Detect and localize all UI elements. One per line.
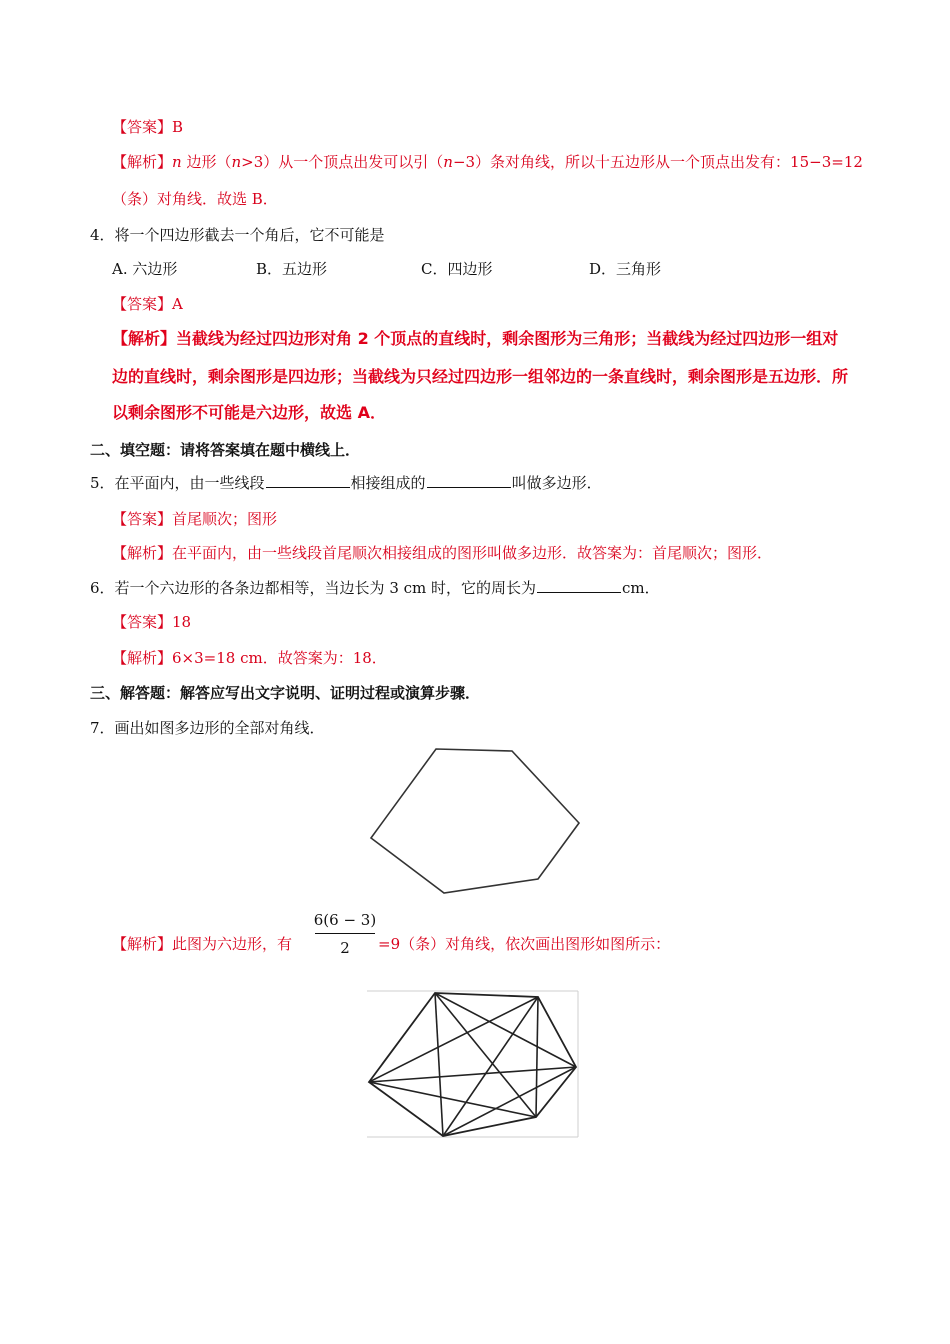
- text-segment: 叫做多边形．: [511, 474, 602, 492]
- diagonal: [435, 993, 576, 1067]
- q7-analysis-part1: 【解析】此图为六边形，有: [112, 935, 293, 953]
- q7-question: 7．画出如图多边形的全部对角线．: [90, 719, 325, 737]
- q6-answer: 【答案】18: [112, 613, 192, 631]
- text-segment: 边形（: [181, 153, 232, 171]
- q4-question: 4．将一个四边形截去一个角后，它不可能是: [90, 226, 385, 244]
- hexagon-outline: [369, 993, 576, 1136]
- var-n: n: [443, 153, 453, 171]
- diagonal: [536, 997, 538, 1117]
- q7-analysis-part2: =9（条）对角线，依次画出图形如图所示：: [378, 935, 671, 953]
- q3-analysis-line2: （条）对角线．故选 B．: [112, 190, 278, 208]
- q4-analysis-line3: 以剩余图形不可能是六边形，故选 A．: [112, 403, 386, 422]
- q5-analysis: 【解析】在平面内，由一些线段首尾顺次相接组成的图形叫做多边形．故答案为：首尾顺次；图形．: [112, 544, 773, 562]
- text-segment: 5．在平面内，由一些线段: [90, 474, 265, 492]
- var-n: n: [231, 153, 242, 171]
- text-segment: −3）条对角线，所以十五边形从一个顶点出发有：15−3=12: [452, 153, 863, 171]
- section3-title: 三、解答题：解答应写出文字说明、证明过程或演算步骤．: [90, 684, 481, 702]
- analysis-label: 【解析】: [112, 153, 173, 171]
- text-segment: 6．若一个六边形的各条边都相等，当边长为 3 cm 时，它的周长为: [90, 579, 537, 597]
- diagonal: [369, 997, 538, 1082]
- diagonal: [369, 1067, 576, 1082]
- text-segment: cm．: [622, 579, 660, 597]
- q5-answer: 【答案】首尾顺次；图形: [112, 510, 278, 528]
- diagonals: [369, 993, 576, 1136]
- fraction-denominator: 2: [340, 939, 350, 957]
- text-segment: >3）从一个顶点出发可以引（: [241, 153, 444, 171]
- q3-answer: 【答案】B: [112, 118, 184, 136]
- option-a: A. 六边形: [112, 260, 178, 278]
- q4-answer: 【答案】A: [112, 295, 183, 313]
- q6-analysis: 【解析】6×3=18 cm．故答案为：18．: [112, 649, 387, 667]
- option-b: B．五边形: [256, 260, 328, 278]
- diagonal: [435, 993, 443, 1136]
- q4-analysis-line1: 【解析】当截线为经过四边形对角 2 个顶点的直线时，剩余图形为三角形；当截线为经过四边形一组对: [112, 329, 839, 348]
- var-n: n: [172, 153, 182, 171]
- option-c: C．四边形: [421, 260, 493, 278]
- q4-analysis-line2: 边的直线时，剩余图形是四边形；当截线为只经过四边形一组邻边的一条直线时，剩余图形是五边形．所: [112, 367, 849, 386]
- fraction-numerator: 6(6 − 3): [313, 911, 377, 929]
- section2-title: 二、填空题：请将答案填在题中横线上．: [90, 441, 361, 459]
- text-segment: 相接组成的: [350, 474, 426, 492]
- option-d: D．三角形: [589, 260, 662, 278]
